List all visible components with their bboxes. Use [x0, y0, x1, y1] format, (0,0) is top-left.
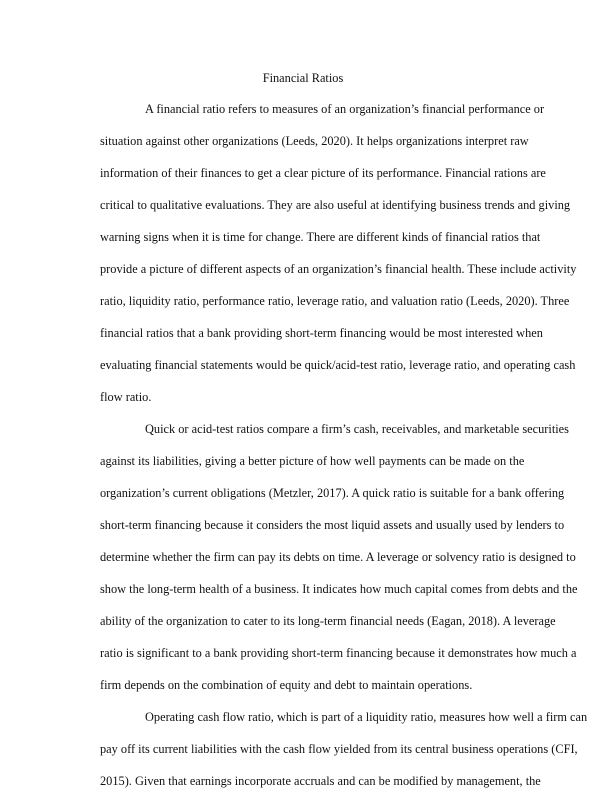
paragraph-line: Operating cash flow ratio, which is part of a liquidity ratio, measures how well a firm can	[145, 710, 588, 724]
paragraph-line: flow ratio.	[100, 390, 152, 404]
paragraph-line: ability of the organization to cater to its long-term financial needs (Eagan, 2018). A leverage	[100, 614, 556, 628]
paragraph-line: warning signs when it is time for change. There are different kinds of financial ratios that	[100, 230, 541, 244]
paragraph-line: pay off its current liabilities with the cash flow yielded from its central business operations (CFI,	[100, 742, 578, 756]
paragraph-line: short-term financing because it considers the most liquid assets and usually used by lenders to	[100, 518, 565, 532]
document-title: Financial Ratios	[262, 71, 344, 85]
paragraph-line: A financial ratio refers to measures of an organization’s financial performance or	[145, 102, 545, 116]
paragraph-line: determine whether the firm can pay its debts on time. A leverage or solvency ratio is designed to	[100, 550, 576, 564]
paragraph-line: ratio is significant to a bank providing short-term financing because it demonstrates how much a	[100, 646, 577, 660]
paragraph-line: critical to qualitative evaluations. They are also useful at identifying business trends and giving	[100, 198, 571, 212]
paragraph-line: ratio, liquidity ratio, performance ratio, leverage ratio, and valuation ratio (Leeds, 2020). Three	[100, 294, 570, 308]
paragraph-line: show the long-term health of a business. It indicates how much capital comes from debts and the	[100, 582, 578, 596]
paragraph-line: information of their finances to get a clear picture of its performance. Financial rations are	[100, 166, 546, 180]
paragraph-line: firm depends on the combination of equity and debt to maintain operations.	[100, 678, 473, 692]
paragraph-line: situation against other organizations (Leeds, 2020). It helps organizations interpret raw	[100, 134, 529, 148]
paragraph-line: Quick or acid-test ratios compare a firm’s cash, receivables, and marketable securities	[145, 422, 569, 436]
paragraph-line: 2015). Given that earnings incorporate accruals and can be modified by management, the	[100, 774, 541, 788]
paragraph-line: financial ratios that a bank providing short-term financing would be most interested when	[100, 326, 543, 340]
paragraph-line: evaluating financial statements would be quick/acid-test ratio, leverage ratio, and operating cash	[100, 358, 576, 372]
paragraph-line: organization’s current obligations (Metzler, 2017). A quick ratio is suitable for a bank offering	[100, 486, 565, 500]
paragraph-line: against its liabilities, giving a better picture of how well payments can be made on the	[100, 454, 525, 468]
paragraph-line: provide a picture of different aspects of an organization’s financial health. These include activity	[100, 262, 577, 276]
